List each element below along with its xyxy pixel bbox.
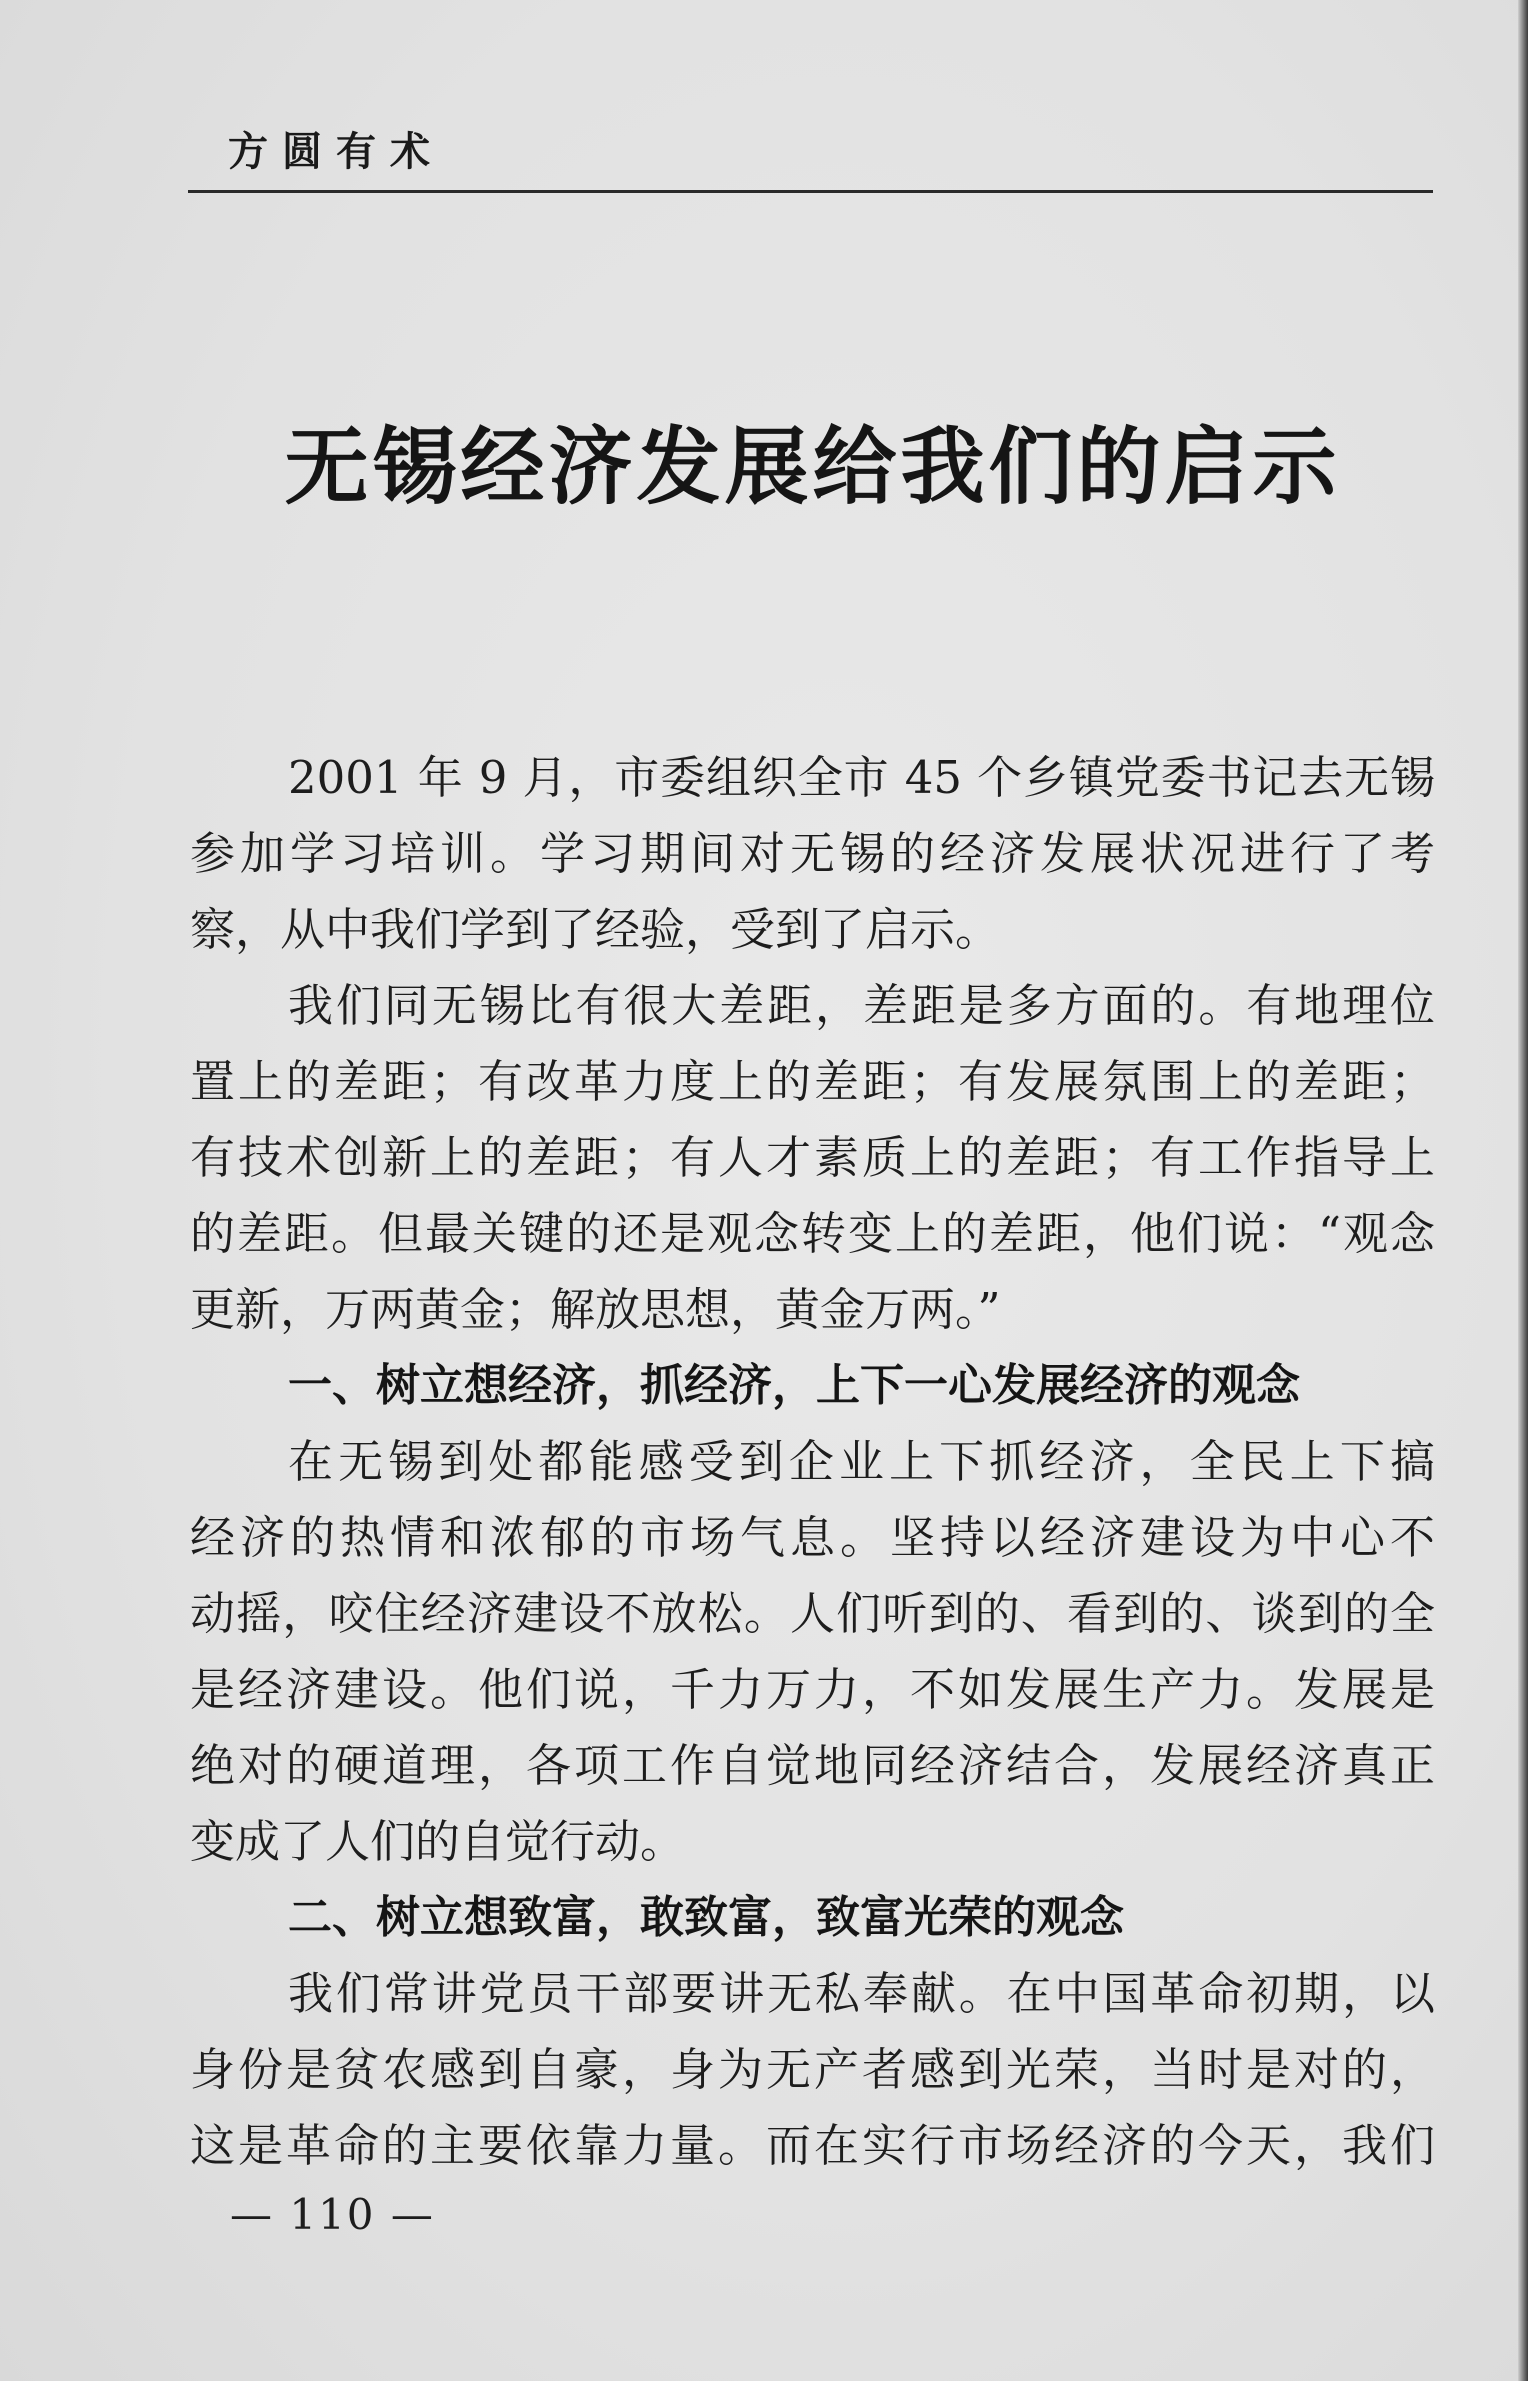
- text-line: 我们常讲党员干部要讲无私奉献。在中国革命初期，以: [288, 1967, 1435, 2020]
- page-number: — 110 —: [230, 2190, 435, 2239]
- article-title: 无锡经济发展给我们的启示: [284, 417, 1341, 516]
- section-heading: 一、树立想经济，抓经济，上下一心发展经济的观念: [288, 1360, 1300, 1411]
- text-line: 这是革命的主要依靠力量。而在实行市场经济的今天，我们: [190, 2119, 1435, 2172]
- header-rule: [188, 190, 1433, 193]
- page-edge-shadow: [1518, 0, 1528, 2381]
- text-line: 的差距。但最关键的还是观念转变上的差距，他们说：“观念: [190, 1207, 1435, 1260]
- text-line: 置上的差距；有改革力度上的差距；有发展氛围上的差距；: [190, 1055, 1435, 1108]
- text-line: 有技术创新上的差距；有人才素质上的差距；有工作指导上: [190, 1131, 1435, 1184]
- section-heading: 二、树立想致富，敢致富，致富光荣的观念: [288, 1892, 1124, 1943]
- text-line: 参加学习培训。学习期间对无锡的经济发展状况进行了考: [190, 827, 1435, 880]
- text-line: 我们同无锡比有很大差距，差距是多方面的。有地理位: [288, 979, 1435, 1032]
- text-line: 更新，万两黄金；解放思想，黄金万两。”: [190, 1283, 1001, 1336]
- text-line: 是经济建设。他们说，千力万力，不如发展生产力。发展是: [190, 1663, 1435, 1716]
- article-body: [190, 740, 1435, 2184]
- text-line: 变成了人们的自觉行动。: [190, 1815, 686, 1868]
- text-line: 2001 年 9 月，市委组织全市 45 个乡镇党委书记去无锡: [288, 751, 1435, 804]
- text-line: 经济的热情和浓郁的市场气息。坚持以经济建设为中心不: [190, 1511, 1435, 1564]
- text-line: 在无锡到处都能感受到企业上下抓经济，全民上下搞: [288, 1435, 1435, 1488]
- text-line: 身份是贫农感到自豪，身为无产者感到光荣，当时是对的，: [190, 2043, 1435, 2096]
- text-line: 绝对的硬道理，各项工作自觉地同经济结合，发展经济真正: [190, 1739, 1435, 1792]
- text-line: 动摇，咬住经济建设不放松。人们听到的、看到的、谈到的全: [190, 1587, 1435, 1640]
- text-line: 察，从中我们学到了经验，受到了启示。: [190, 903, 1001, 956]
- running-header: 方圆有术: [228, 129, 444, 175]
